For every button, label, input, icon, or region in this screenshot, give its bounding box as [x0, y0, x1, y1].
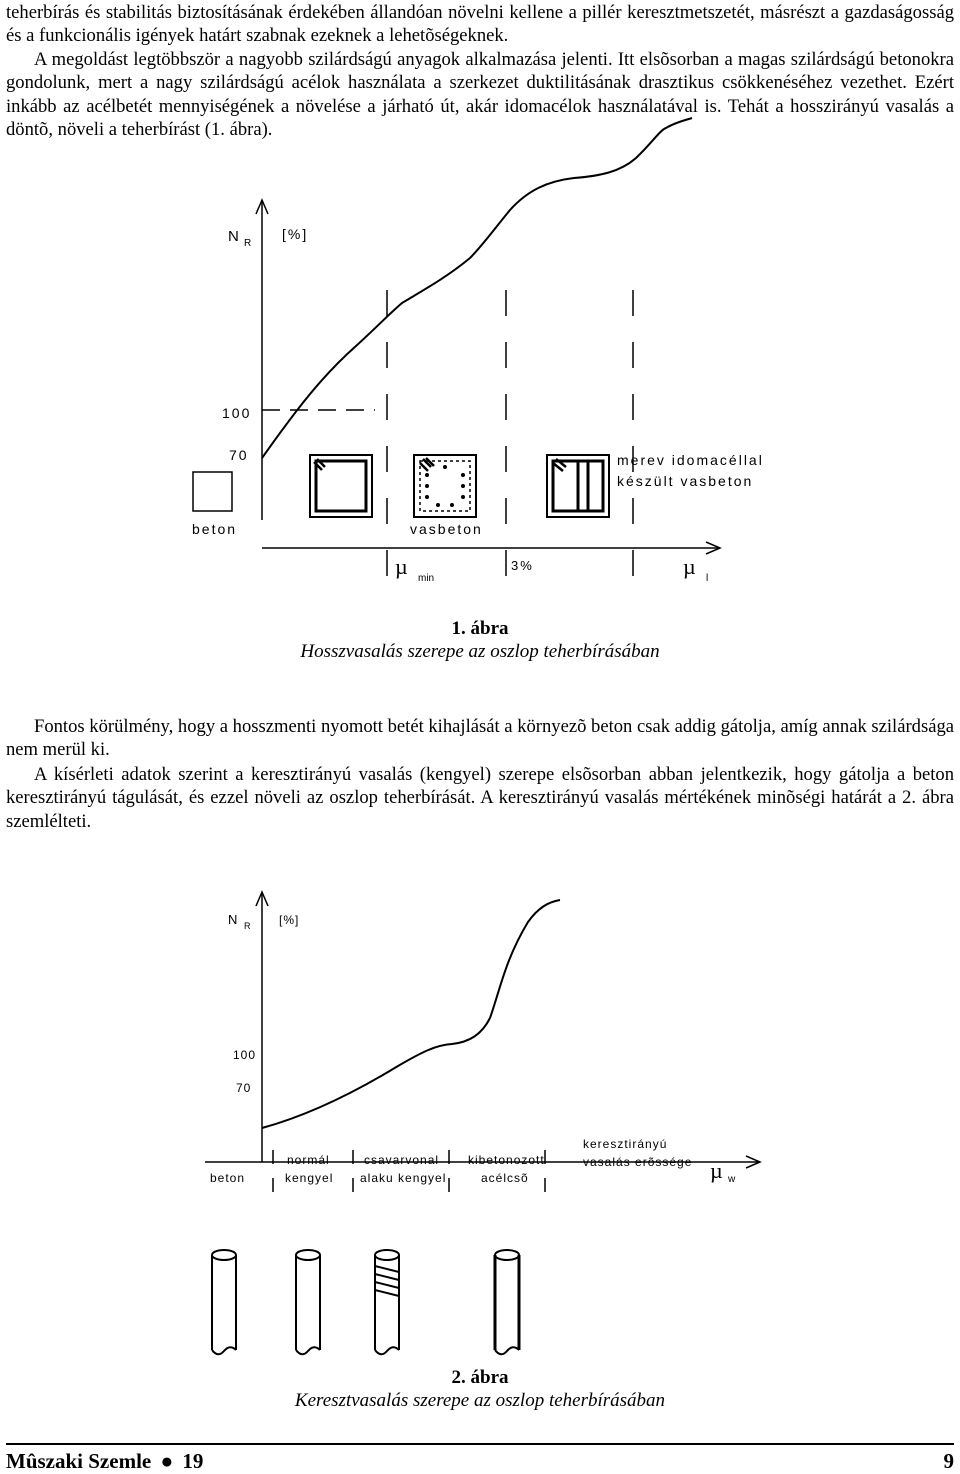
- fig2-y-label-sub: R: [244, 921, 251, 931]
- fig1-label-3pct: 3%: [511, 558, 534, 573]
- paragraph-1: teherbírás és stabilitás biztosításának érdekében állandóan növelni kellene a pillér keresztmetszetét, másrészt a gazdaságosság és a funkcionális igények határt szabnak ezeknek a lehetõségeknek.: [6, 2, 954, 47]
- fig2-col-normal-2: kengyel: [285, 1171, 334, 1185]
- fig1-label-merev: merev idomacéllal: [617, 452, 764, 468]
- fig2-col-kereszt-2: vasalás erõssége: [583, 1155, 693, 1169]
- figure-2-diagram: [0, 880, 960, 1390]
- figure-1-diagram: [0, 0, 960, 610]
- fig2-col-csavar-1: csavarvonal: [364, 1153, 440, 1167]
- fig2-tick-70: 70: [236, 1081, 252, 1095]
- footer-journal-name: Mûszaki Szemle: [6, 1449, 152, 1473]
- fig1-label-beton: beton: [192, 521, 238, 537]
- fig2-col-beton: beton: [210, 1171, 246, 1185]
- paragraph-3: Fontos körülmény, hogy a hosszmenti nyomott betét kihajlását a környezõ beton csak addig gátolja, amíg annak szilárdsága nem merül ki.: [6, 716, 954, 761]
- fig2-col-csavar-2: alaku kengyel: [360, 1171, 447, 1185]
- fig1-mu-l-sub: l: [706, 573, 709, 584]
- fig1-label-vasbeton: vasbeton: [410, 521, 483, 537]
- fig1-caption-number: 1. ábra: [451, 618, 509, 639]
- fig2-y-unit: [%]: [279, 913, 300, 927]
- fig2-caption-number: 2. ábra: [451, 1367, 509, 1388]
- fig1-tick-70: 70: [229, 447, 249, 463]
- footer-journal: [6, 1449, 203, 1474]
- paragraph-4: A kísérleti adatok szerint a keresztirányú vasalás (kengyel) szerepe elsõsorban abban jelentkezik, hogy gátolja a beton keresztirányú tágulását, és ezzel növeli az oszlop teherbírását. A keresztirányú vasalás mértékének minõségi határát a 2. ábra szemlélteti.: [6, 764, 954, 832]
- fig2-col-kereszt-1: keresztirányú: [583, 1137, 668, 1151]
- fig2-col-normal-1: normál: [287, 1153, 330, 1167]
- fig1-mu-l-symbol: µ: [683, 554, 696, 579]
- fig1-tick-100: 100: [222, 405, 252, 421]
- fig1-label-keszult: készült vasbeton: [617, 473, 754, 489]
- fig1-mu-min-sub: min: [418, 573, 435, 584]
- fig2-col-kibeton-1: kibetonozott: [468, 1153, 545, 1167]
- fig2-caption-title: Keresztvasalás szerepe az oszlop teherbírásában: [294, 1390, 666, 1411]
- fig1-mu-min-symbol: µ: [395, 554, 408, 579]
- page-footer: [6, 1443, 954, 1473]
- fig2-y-label: N: [228, 912, 238, 927]
- footer-page-number: 9: [943, 1449, 954, 1473]
- fig2-mu-symbol: µ: [710, 1158, 723, 1183]
- fig1-y-label-sub: R: [244, 238, 252, 249]
- paragraph-2: A megoldást legtöbbször a nagyobb szilárdságú anyagok alkalmazása jelenti. Itt elsõsorban a magas szilárdságú betonokra gondolunk, mert a nagy szilárdságú acélok használata a szerkezet duktilitásának drasztikus csökkenéséhez vezethet. Ezért inkább az acélbetét mennyiségének a növelése a járható út, akár idomacélok használatával is. Tehát a hosszirányú vasalás a döntõ, növeli a teherbírást (1. ábra).: [6, 49, 954, 141]
- fig1-y-unit: [%]: [282, 226, 309, 242]
- fig1-y-label: N: [228, 228, 239, 245]
- fig2-col-kibeton-2: acélcsõ: [481, 1171, 529, 1185]
- fig2-tick-100: 100: [233, 1048, 257, 1062]
- fig1-caption-title: Hosszvasalás szerepe az oszlop teherbírásában: [300, 641, 660, 662]
- fig2-mu-w-sub: w: [728, 1174, 736, 1185]
- bullet-icon: ●: [160, 1449, 174, 1473]
- footer-issue: 19: [182, 1449, 204, 1473]
